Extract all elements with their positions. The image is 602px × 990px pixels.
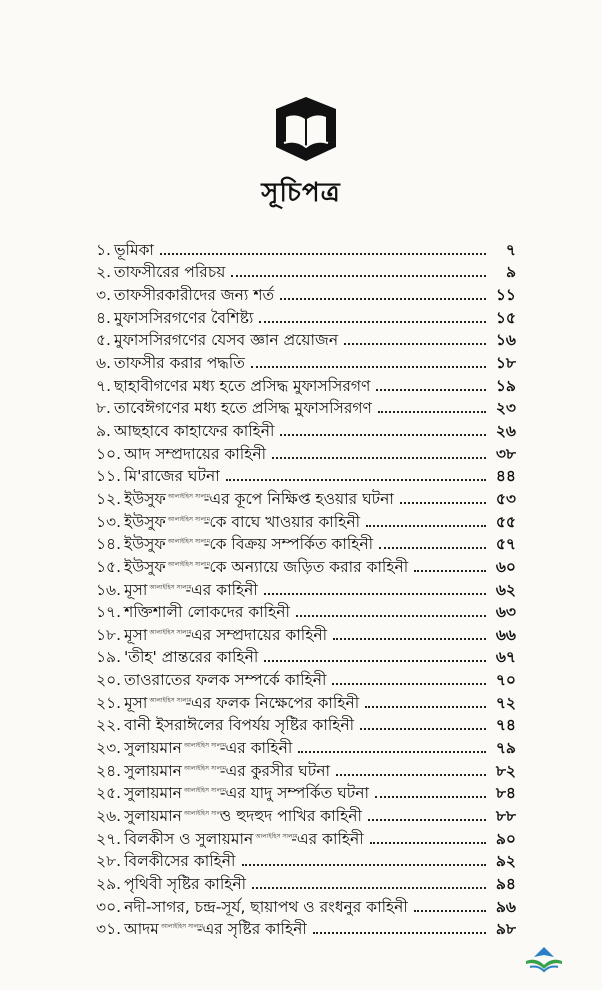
entry-title: ইউসুফ আলাইহিস সালাম-কে বাঘে খাওয়ার কাহিনী xyxy=(124,512,361,531)
dot-leader xyxy=(333,638,486,640)
entry-number: ৩০. xyxy=(96,897,122,916)
entry-page-number: ৭৪ xyxy=(495,716,516,735)
salam-honorific: আলাইহিস সালাম xyxy=(149,696,192,704)
entry-number: ৩. xyxy=(96,285,112,304)
toc-entry xyxy=(96,485,516,508)
dot-leader xyxy=(298,751,486,753)
open-book-icon xyxy=(272,95,340,163)
entry-number: ১৫. xyxy=(96,557,122,576)
entry-page-number: ২৬ xyxy=(495,421,516,440)
entry-title: ছাহাবীগণের মধ্য হতে প্রসিদ্ধ মুফাসসিরগণ xyxy=(114,376,371,395)
entry-page-number: ৭৯ xyxy=(495,739,516,758)
entry-number: ৬. xyxy=(96,353,112,372)
toc-entry xyxy=(96,916,516,939)
dot-leader xyxy=(272,457,486,459)
entry-number: ৯. xyxy=(96,421,111,440)
toc-entry xyxy=(96,440,516,463)
toc-entry xyxy=(96,870,516,893)
salam-honorific: আলাইহিস সালাম xyxy=(183,764,227,772)
dot-leader xyxy=(231,275,486,277)
dot-leader xyxy=(242,864,487,866)
entry-page-number: ১৫ xyxy=(495,308,516,327)
entry-title: মুফাসসিরগণের যেসব জ্ঞান প্রয়োজন xyxy=(114,331,339,350)
table-of-contents xyxy=(96,236,516,938)
entry-title: বিলকীস ও সুলায়মান আলাইহিস সালাম-এর কাহিনী xyxy=(124,829,364,848)
dot-leader xyxy=(414,910,486,912)
toc-entry xyxy=(96,508,516,531)
toc-entry xyxy=(96,531,516,554)
entry-page-number: ১৬ xyxy=(495,331,516,350)
entry-title: তাফসীরকারীদের জন্য শর্ত xyxy=(114,285,275,304)
toc-entry xyxy=(96,644,516,667)
entry-number: ১. xyxy=(96,240,111,259)
entry-page-number: ৯ xyxy=(505,263,516,282)
dot-leader xyxy=(414,570,486,572)
entry-number: ১৬. xyxy=(96,580,122,599)
toc-entry xyxy=(96,848,516,871)
toc-entry xyxy=(96,281,516,304)
entry-title: মূসা আলাইহিস সালাম-এর সম্প্রদায়ের কাহিনী xyxy=(124,625,328,644)
entry-number: ১৮. xyxy=(96,625,122,644)
entry-page-number: ৬৭ xyxy=(495,648,516,667)
salam-honorific: আলাইহিস সালাম xyxy=(167,492,211,500)
dot-leader xyxy=(378,411,486,413)
entry-title: বিলকীসের কাহিনী xyxy=(124,852,236,871)
dot-leader xyxy=(375,796,486,798)
entry-page-number: ৬২ xyxy=(495,580,516,599)
entry-title: ভূমিকা xyxy=(114,240,154,259)
entry-page-number: ৮৪ xyxy=(495,784,516,803)
entry-number: ২৮. xyxy=(96,852,122,871)
toc-entry xyxy=(96,802,516,825)
dot-leader xyxy=(296,615,486,617)
entry-number: ২. xyxy=(96,263,112,282)
salam-honorific: আলাইহিস সালাম xyxy=(149,628,192,636)
entry-page-number: ৩৮ xyxy=(495,444,516,463)
entry-page-number: ৬০ xyxy=(495,557,516,576)
toc-entry xyxy=(96,621,516,644)
entry-page-number: ৯৪ xyxy=(495,875,516,894)
dot-leader xyxy=(251,366,486,368)
entry-title: তাফসীরের পরিচয় xyxy=(114,263,226,282)
toc-entry xyxy=(96,304,516,327)
dot-leader xyxy=(379,547,486,549)
dot-leader xyxy=(344,343,486,345)
salam-honorific: আলাইহিস সালাম xyxy=(183,742,227,750)
toc-entry xyxy=(96,893,516,916)
entry-number: ১৪. xyxy=(96,535,122,554)
dot-leader xyxy=(264,660,486,662)
entry-number: ৮. xyxy=(96,399,111,418)
entry-title: আদ সম্প্রদায়ের কাহিনী xyxy=(124,444,267,463)
entry-number: ৪. xyxy=(96,308,111,327)
entry-page-number: ৪৪ xyxy=(495,467,516,486)
dot-leader xyxy=(259,321,486,323)
salam-honorific: আলাইহিস সালাম xyxy=(160,923,204,931)
toc-entry xyxy=(96,712,516,735)
entry-page-number: ৯০ xyxy=(495,829,516,848)
entry-title: আছহাবে কাহাফের কাহিনী xyxy=(114,421,275,440)
entry-title: তাফসীর করার পদ্ধতি xyxy=(114,353,245,372)
salam-honorific: আলাইহিস সালাম xyxy=(167,515,211,523)
dot-leader xyxy=(368,819,486,821)
entry-title: সুলায়মান আলাইহিস সালাম-এর যাদু সম্পর্কিত ঘটনা xyxy=(124,784,369,803)
toc-entry xyxy=(96,349,516,372)
entry-number: ৭. xyxy=(96,376,112,395)
entry-number: ১৩. xyxy=(96,512,122,531)
page-title: সূচিপত্র xyxy=(261,178,341,208)
toc-entry xyxy=(96,599,516,622)
toc-entry xyxy=(96,757,516,780)
entry-number: ১১. xyxy=(96,467,122,486)
toc-entry xyxy=(96,236,516,259)
salam-honorific: আলাইহিস সালাম xyxy=(255,832,298,840)
entry-title: পৃথিবী সৃষ্টির কাহিনী xyxy=(124,875,247,894)
dot-leader xyxy=(226,479,486,481)
entry-page-number: ৬৩ xyxy=(495,603,516,622)
entry-title: সুলায়মান আলাইহিস সালাম-এর কাহিনী xyxy=(124,739,293,758)
dot-leader xyxy=(366,525,486,527)
entry-page-number: ৭ xyxy=(505,240,516,259)
salam-honorific: আলাইহিস সালাম xyxy=(183,810,227,818)
toc-entry xyxy=(96,689,516,712)
dot-leader xyxy=(280,298,486,300)
entry-page-number: ১৮ xyxy=(495,353,516,372)
entry-number: ২১. xyxy=(96,693,122,712)
entry-title: সুলায়মান আলাইহিস সালাম-এর কুরসীর ঘটনা xyxy=(124,761,330,780)
dot-leader xyxy=(160,253,486,255)
entry-page-number: ৮২ xyxy=(495,761,516,780)
entry-page-number: ১৯ xyxy=(495,376,516,395)
dot-leader xyxy=(252,887,486,889)
entry-title: বানী ইসরাঈলের বিপর্যয় সৃষ্টির কাহিনী xyxy=(124,716,355,735)
dot-leader xyxy=(365,706,486,708)
toc-entry xyxy=(96,734,516,757)
entry-title: ইউসুফ আলাইহিস সালাম-কে অন্যায়ে জড়িত করার কাহিনী xyxy=(124,557,409,576)
publisher-logo-icon xyxy=(522,945,566,975)
dot-leader xyxy=(360,728,486,730)
entry-title: তাওরাতের ফলক সম্পর্কে কাহিনী xyxy=(124,671,327,690)
entry-page-number: ৫৩ xyxy=(495,489,516,508)
entry-number: ২৬. xyxy=(96,807,122,826)
toc-entry xyxy=(96,327,516,350)
toc-entry xyxy=(96,825,516,848)
entry-title: মুফাসসিরগণের বৈশিষ্ট্য xyxy=(114,308,254,327)
entry-page-number: ৯৮ xyxy=(495,920,516,939)
entry-page-number: ৫৫ xyxy=(495,512,516,531)
toc-entry xyxy=(96,417,516,440)
entry-page-number: ৬৬ xyxy=(495,625,516,644)
entry-number: ১২. xyxy=(96,489,122,508)
entry-page-number: ৫৭ xyxy=(495,535,516,554)
entry-number: ১৭. xyxy=(96,603,122,622)
dot-leader xyxy=(400,502,486,504)
dot-leader xyxy=(264,593,486,595)
entry-title: মি'রাজের ঘটনা xyxy=(124,467,220,486)
entry-number: ৫. xyxy=(96,331,111,350)
dot-leader xyxy=(370,842,486,844)
entry-title: 'তীহ' প্রান্তরের কাহিনী xyxy=(124,648,259,667)
entry-title: মূসা আলাইহিস সালাম-এর ফলক নিক্ষেপের কাহিনী xyxy=(124,693,360,712)
entry-page-number: ৯৬ xyxy=(495,897,516,916)
dot-leader xyxy=(332,683,486,685)
entry-title: তাবেঈগণের মধ্য হতে প্রসিদ্ধ মুফাসসিরগণ xyxy=(114,399,372,418)
entry-page-number: ৭২ xyxy=(495,693,516,712)
salam-honorific: আলাইহিস সালাম xyxy=(183,787,227,795)
entry-number: ১৯. xyxy=(96,648,122,667)
entry-page-number: ৭০ xyxy=(495,671,516,690)
dot-leader xyxy=(376,389,486,391)
entry-title: সুলায়মান আলাইহিস সালামও হুদহুদ পাখির কাহিনী xyxy=(124,807,362,826)
toc-entry xyxy=(96,780,516,803)
toc-entry xyxy=(96,463,516,486)
dot-leader xyxy=(280,434,486,436)
toc-entry xyxy=(96,259,516,282)
entry-number: ১০. xyxy=(96,444,122,463)
entry-number: ২৩. xyxy=(96,739,122,758)
toc-entry xyxy=(96,372,516,395)
entry-number: ২৪. xyxy=(96,761,122,780)
salam-honorific: আলাইহিস সালাম xyxy=(149,583,192,591)
entry-number: ২০. xyxy=(96,671,122,690)
toc-entry xyxy=(96,666,516,689)
dot-leader xyxy=(313,932,486,934)
toc-entry xyxy=(96,553,516,576)
entry-number: ২৯. xyxy=(96,875,122,894)
entry-number: ২৭. xyxy=(96,829,122,848)
entry-title: নদী-সাগর, চন্দ্র-সূর্য, ছায়াপথ ও রংধনুর কাহিনী xyxy=(124,897,408,916)
entry-title: আদম আলাইহিস সালাম-এর সৃষ্টির কাহিনী xyxy=(124,920,307,939)
entry-title: ইউসুফ আলাইহিস সালাম-কে বিক্রয় সম্পর্কিত কাহিনী xyxy=(124,535,374,554)
entry-number: ৩১. xyxy=(96,920,122,939)
toc-entry xyxy=(96,395,516,418)
entry-page-number: ৯২ xyxy=(495,852,516,871)
entry-number: ২২. xyxy=(96,716,122,735)
entry-page-number: ৮৮ xyxy=(495,807,516,826)
salam-honorific: আলাইহিস সালাম xyxy=(167,538,211,546)
entry-title: মূসা আলাইহিস সালাম-এর কাহিনী xyxy=(124,580,258,599)
entry-title: শক্তিশালী লোকদের কাহিনী xyxy=(124,603,290,622)
salam-honorific: আলাইহিস সালাম xyxy=(167,560,211,568)
dot-leader xyxy=(336,774,486,776)
entry-page-number: ১১ xyxy=(495,285,516,304)
entry-title: ইউসুফ আলাইহিস সালাম-এর কূপে নিক্ষিপ্ত হওয়ার ঘটনা xyxy=(124,489,394,508)
entry-number: ২৫. xyxy=(96,784,122,803)
toc-entry xyxy=(96,576,516,599)
entry-page-number: ২৩ xyxy=(495,399,516,418)
